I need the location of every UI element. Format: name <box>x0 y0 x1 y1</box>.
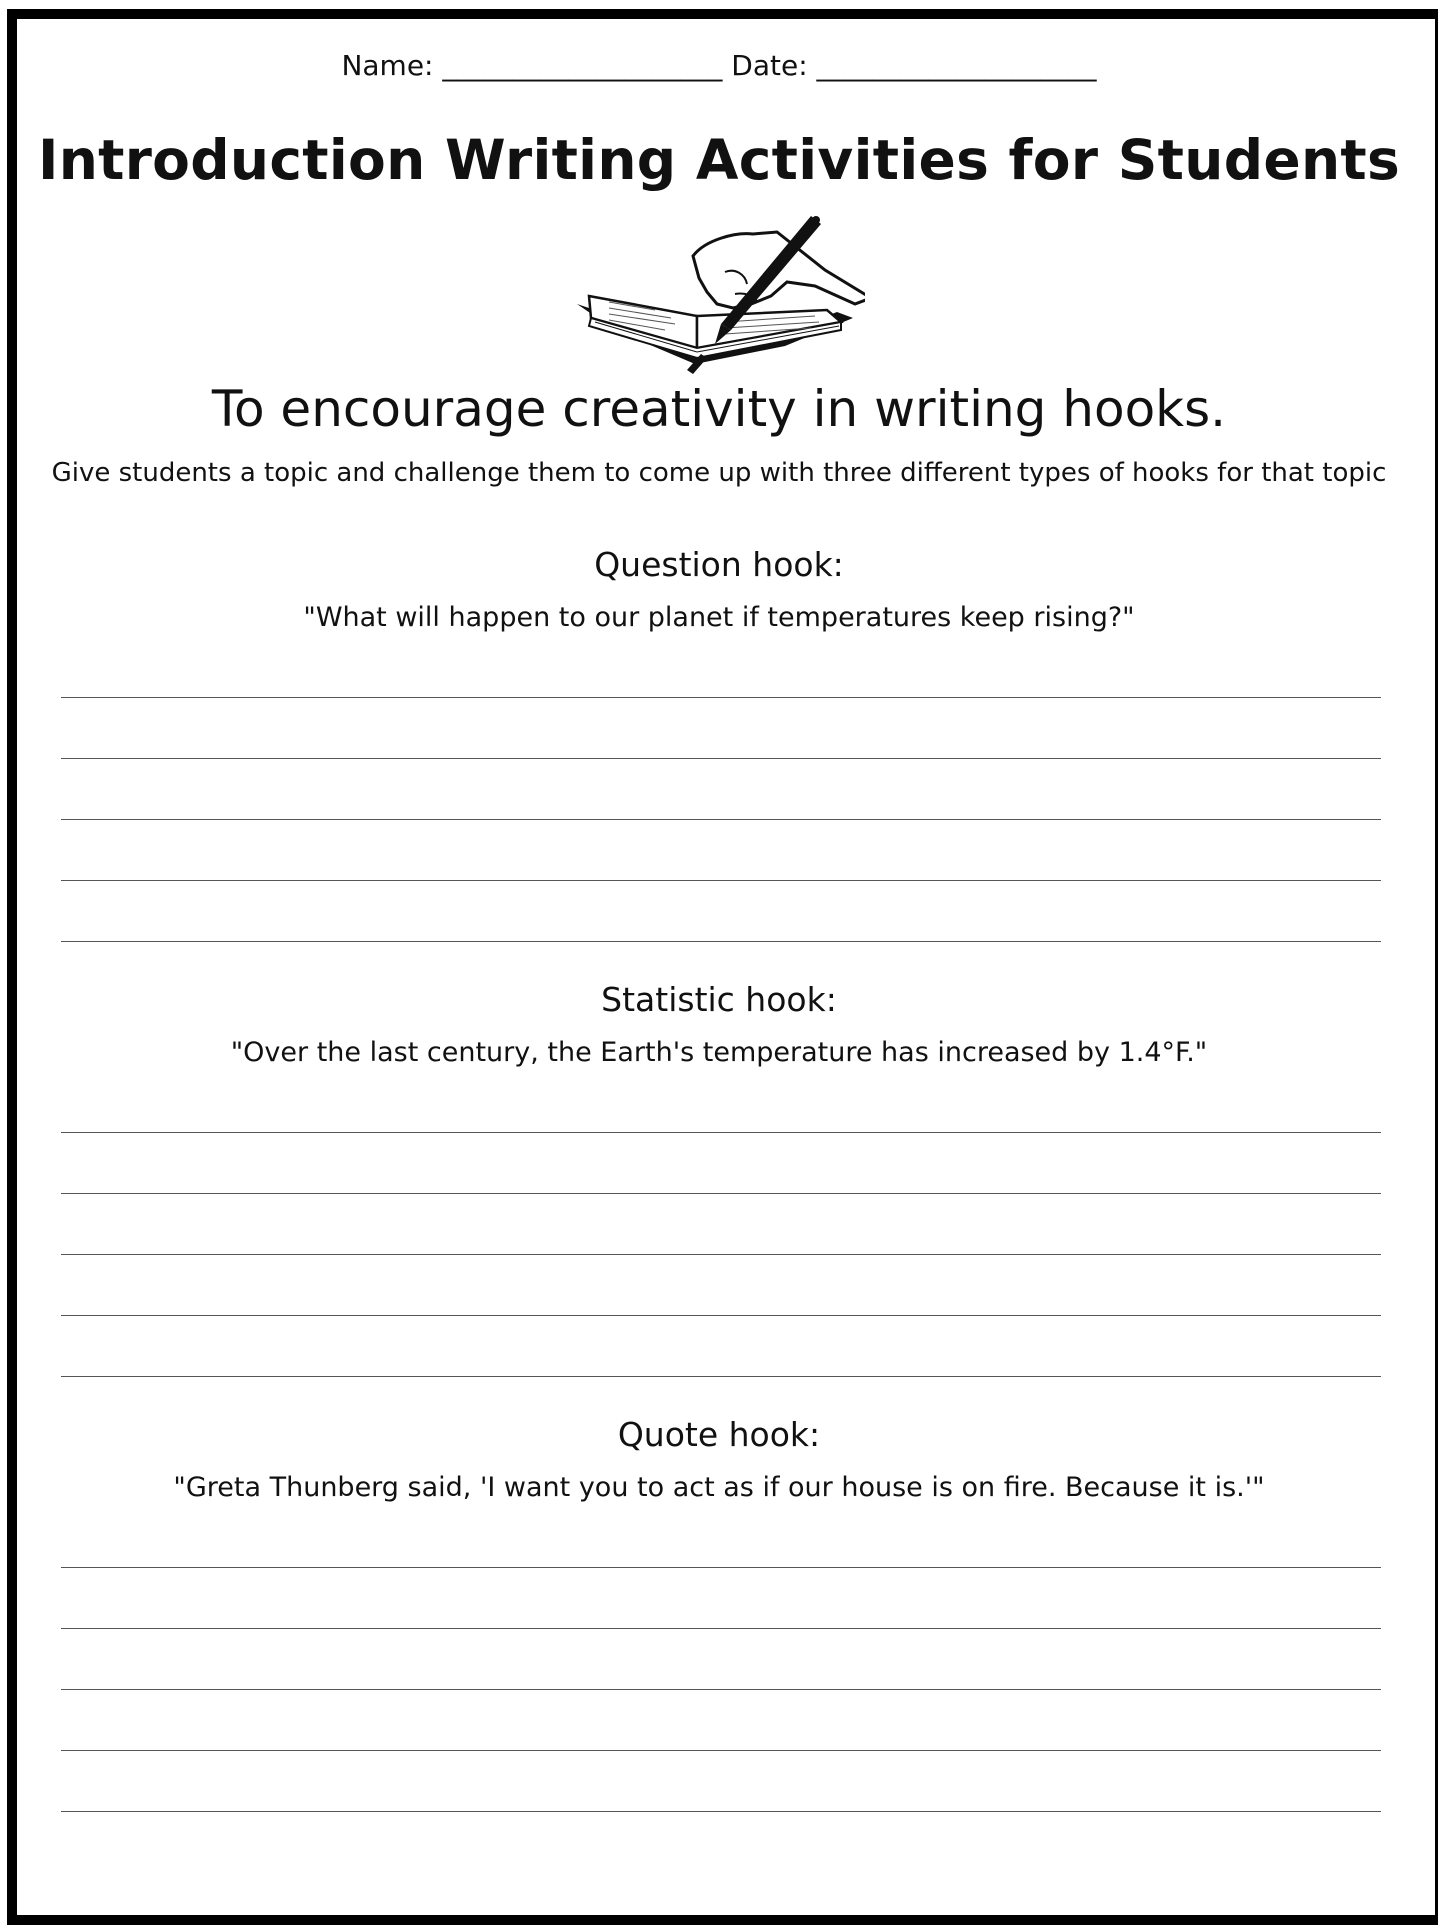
writing-line[interactable] <box>61 819 1381 820</box>
writing-line[interactable] <box>61 1132 1381 1133</box>
hand-writing-in-book-icon <box>575 212 865 380</box>
date-field[interactable]: Date: ____________________ <box>731 49 1097 82</box>
hook-title-question: Question hook: <box>594 545 844 584</box>
writing-line[interactable] <box>61 880 1381 881</box>
hook-title-quote: Quote hook: <box>617 1415 821 1454</box>
writing-line[interactable] <box>61 758 1381 759</box>
name-field[interactable]: Name: ____________________ <box>341 49 723 82</box>
writing-line[interactable] <box>61 1376 1381 1377</box>
writing-line[interactable] <box>61 1628 1381 1629</box>
writing-line[interactable] <box>61 1567 1381 1568</box>
subtitle: To encourage creativity in writing hooks. <box>211 380 1227 438</box>
hook-example-question: "What will happen to our planet if temperatures keep rising?" <box>303 602 1135 633</box>
writing-line[interactable] <box>61 941 1381 942</box>
writing-line[interactable] <box>61 1689 1381 1690</box>
name-date-row <box>0 49 1438 82</box>
writing-line[interactable] <box>61 1254 1381 1255</box>
writing-line[interactable] <box>61 1193 1381 1194</box>
page-title: Introduction Writing Activities for Students <box>37 128 1401 192</box>
writing-line[interactable] <box>61 1750 1381 1751</box>
hook-example-quote: "Greta Thunberg said, 'I want you to act as if our house is on fire. Because it is.'" <box>173 1472 1265 1503</box>
writing-line[interactable] <box>61 697 1381 698</box>
hook-title-statistic: Statistic hook: <box>601 980 837 1019</box>
writing-line[interactable] <box>61 1811 1381 1812</box>
hook-example-statistic: "Over the last century, the Earth's temperature has increased by 1.4°F." <box>230 1037 1208 1068</box>
writing-line[interactable] <box>61 1315 1381 1316</box>
instructions-text: Give students a topic and challenge them to come up with three different types of hooks for that topic <box>51 458 1387 488</box>
